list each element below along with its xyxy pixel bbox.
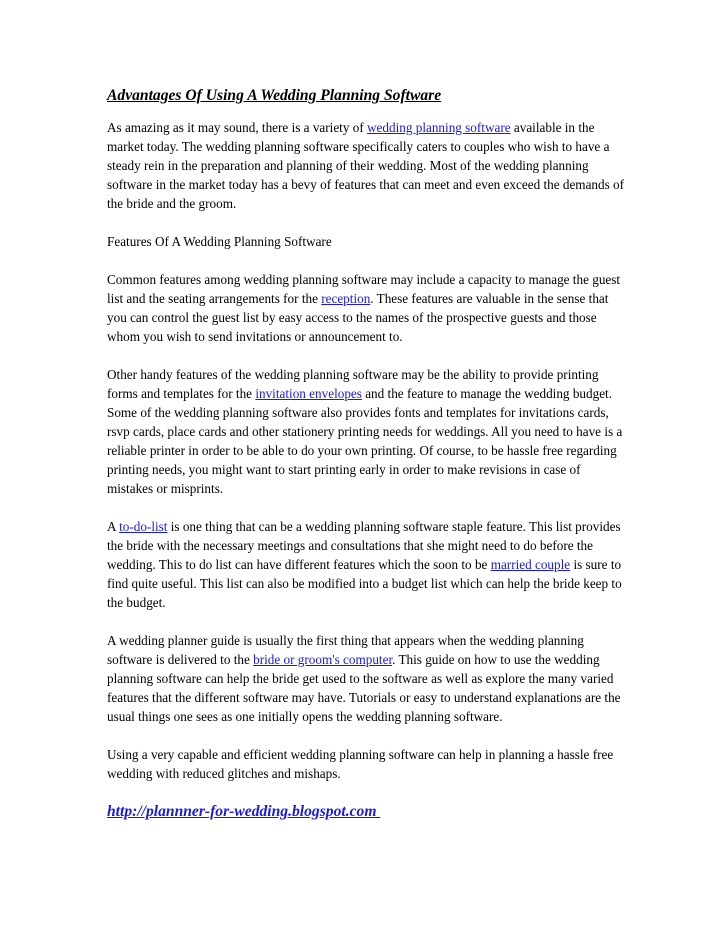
bride-or-grooms-computer-link[interactable]: bride or groom's computer bbox=[253, 652, 393, 667]
married-couple-link[interactable]: married couple bbox=[490, 557, 571, 572]
printing-text-after: and the feature to manage the wedding budget. Some of the wedding planning software also provides fonts and templates for invitations cards, rsvp cards, place cards and other stationery printing needs for weddings. All you need to have is a reliable printer in order to be able to do your own printing. Of course, to be hassle free regarding printing needs, you might want to start printing early in order to make revisions in case of mistakes or misprints. bbox=[107, 386, 623, 496]
todo-paragraph bbox=[107, 517, 625, 612]
printing-paragraph bbox=[107, 365, 625, 498]
features-text-after: . These features are valuable in the sense that you can control the guest list by easy access to the names of the prospective guests and those whom you wish to send invitations or announcement to. bbox=[107, 291, 609, 344]
invitation-envelopes-link[interactable]: invitation envelopes bbox=[255, 386, 362, 401]
to-do-list-link[interactable]: to-do-list bbox=[119, 519, 168, 534]
wedding-planning-software-link[interactable]: wedding planning software bbox=[367, 120, 511, 135]
guide-text-after: . This guide on how to use the wedding planning software can help the bride get used to the software as well as explore the many varied features that the different software may have. Tutorials or easy to understand explanations are the usual things one sees as one initially opens the wedding planning software. bbox=[107, 652, 621, 724]
features-paragraph bbox=[107, 270, 625, 346]
todo-text-middle: is one thing that can be a wedding planning software staple feature. This list provides the bride with the necessary meetings and consultations that she might need to do before the wedding. This to do list can have different features which the soon to be bbox=[107, 519, 621, 572]
guide-text-before: A wedding planner guide is usually the first thing that appears when the wedding planning software is delivered to the bbox=[107, 633, 584, 667]
intro-text-after: available in the market today. The wedding planning software specifically caters to couples who wish to have a steady rein in the preparation and planning of their wedding. Most of the wedding planning software in the market today has a bevy of features that can meet and even exceed the demands of the bride and the groom. bbox=[107, 120, 625, 211]
document-title: Advantages Of Using A Wedding Planning Software bbox=[107, 87, 442, 104]
document-page bbox=[107, 86, 625, 821]
section-heading: Features Of A Wedding Planning Software bbox=[107, 234, 332, 249]
intro-text-before: As amazing as it may sound, there is a variety of bbox=[107, 120, 368, 135]
features-text-before: Common features among wedding planning software may include a capacity to manage the guest list and the seating arrangements for the bbox=[107, 272, 621, 306]
blog-url-link[interactable]: http://plannner-for-wedding.blogspot.com bbox=[107, 803, 381, 820]
guide-paragraph bbox=[107, 631, 625, 726]
reception-link[interactable]: reception bbox=[321, 291, 371, 306]
printing-text-before: Other handy features of the wedding planning software may be the ability to provide printing forms and templates for the bbox=[107, 367, 599, 401]
intro-paragraph bbox=[107, 118, 625, 213]
conclusion-paragraph: Using a very capable and efficient wedding planning software can help in planning a hassle free wedding with reduced glitches and mishaps. bbox=[107, 747, 614, 781]
todo-text-before: A bbox=[107, 519, 120, 534]
todo-text-after: is sure to find quite useful. This list can also be modified into a budget list which can help the bride keep to the budget. bbox=[107, 557, 622, 610]
